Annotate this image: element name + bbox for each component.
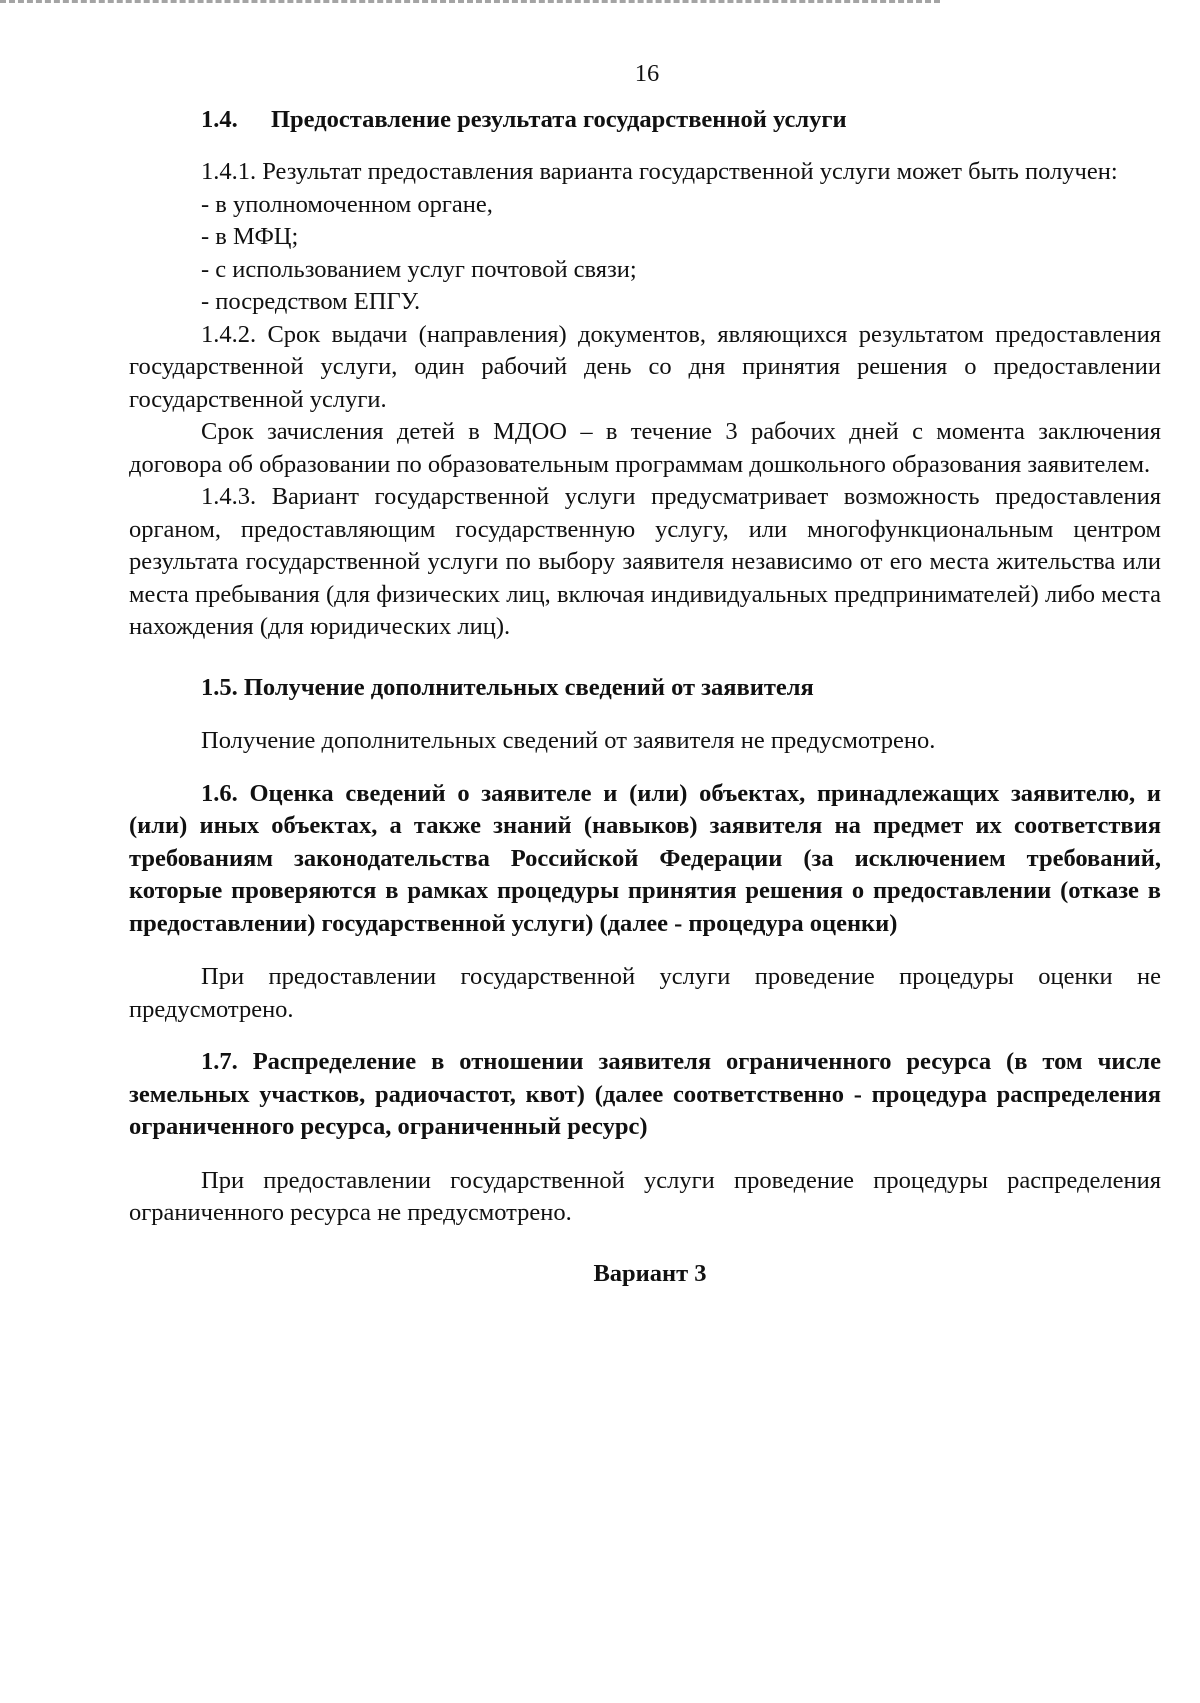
variant-heading: Вариант 3 xyxy=(593,1259,707,1287)
section-1-5-text: Получение дополнительных сведений от заявителя не предусмотрено. xyxy=(201,727,936,754)
section-1-4-number: 1.4. xyxy=(201,105,238,133)
section-1-4-title: Предоставление результата государственной услуги xyxy=(271,105,847,133)
page-number: 16 xyxy=(634,60,660,87)
section-1-6-heading: 1.6. Оценка сведений о заявителе и (или) объектах, принадлежащих заявителю, и (или) иных объектах, а также знаний (навыков) заявителя на предмет их соответствия требованиям законодательства Российской Федерации (за исключением требований, которые проверяются в рамках процедуры принятия решения о предоставлении (отказе в предоставлении) государственной услуги) (далее - процедура оценки) xyxy=(129,779,1161,937)
paragraph-1-4-2: 1.4.2. Срок выдачи (направления) документов, являющихся результатом предоставления государственной услуги, один рабочий день со дня принятия решения о предоставлении государственной услуги. xyxy=(129,320,1161,413)
list-item: - в уполномоченном органе, xyxy=(201,190,493,218)
list-item: - с использованием услуг почтовой связи; xyxy=(201,255,637,283)
paragraph-enrollment-term: Срок зачисления детей в МДОО – в течение 3 рабочих дней с момента заключения договора об образовании по образовательным программам дошкольного образования заявителем. xyxy=(129,418,1161,478)
section-1-5-heading: 1.5. Получение дополнительных сведений от заявителя xyxy=(201,673,814,701)
scan-top-edge xyxy=(0,0,940,6)
paragraph-1-4-3: 1.4.3. Вариант государственной услуги предусматривает возможность предоставления органом, предоставляющим государственную услугу, или многофункциональным центром результата государственной услуги по выбору заявителя независимо от его места жительства или места пребывания (для физических лиц, включая индивидуальных предпринимателей) либо места нахождения (для юридических лиц). xyxy=(129,483,1161,640)
paragraph-1-4-1: 1.4.1. Результат предоставления варианта государственной услуги может быть получен: xyxy=(201,158,1118,185)
list-item: - посредством ЕПГУ. xyxy=(201,288,421,315)
section-1-7-heading: 1.7. Распределение в отношении заявителя ограниченного ресурса (в том числе земельных участков, радиочастот, квот) (далее соответственно - процедура распределения ограниченного ресурса, ограниченный ресурс) xyxy=(129,1048,1161,1140)
section-1-7-text: При предоставлении государственной услуги проведение процедуры распределения ограниченного ресурса не предусмотрено. xyxy=(129,1166,1161,1226)
document-page xyxy=(129,58,1161,1290)
list-item: - в МФЦ; xyxy=(201,223,299,250)
section-1-4-heading xyxy=(129,104,1161,137)
section-1-6-text: При предоставлении государственной услуги проведение процедуры оценки не предусмотрено. xyxy=(129,963,1161,1023)
